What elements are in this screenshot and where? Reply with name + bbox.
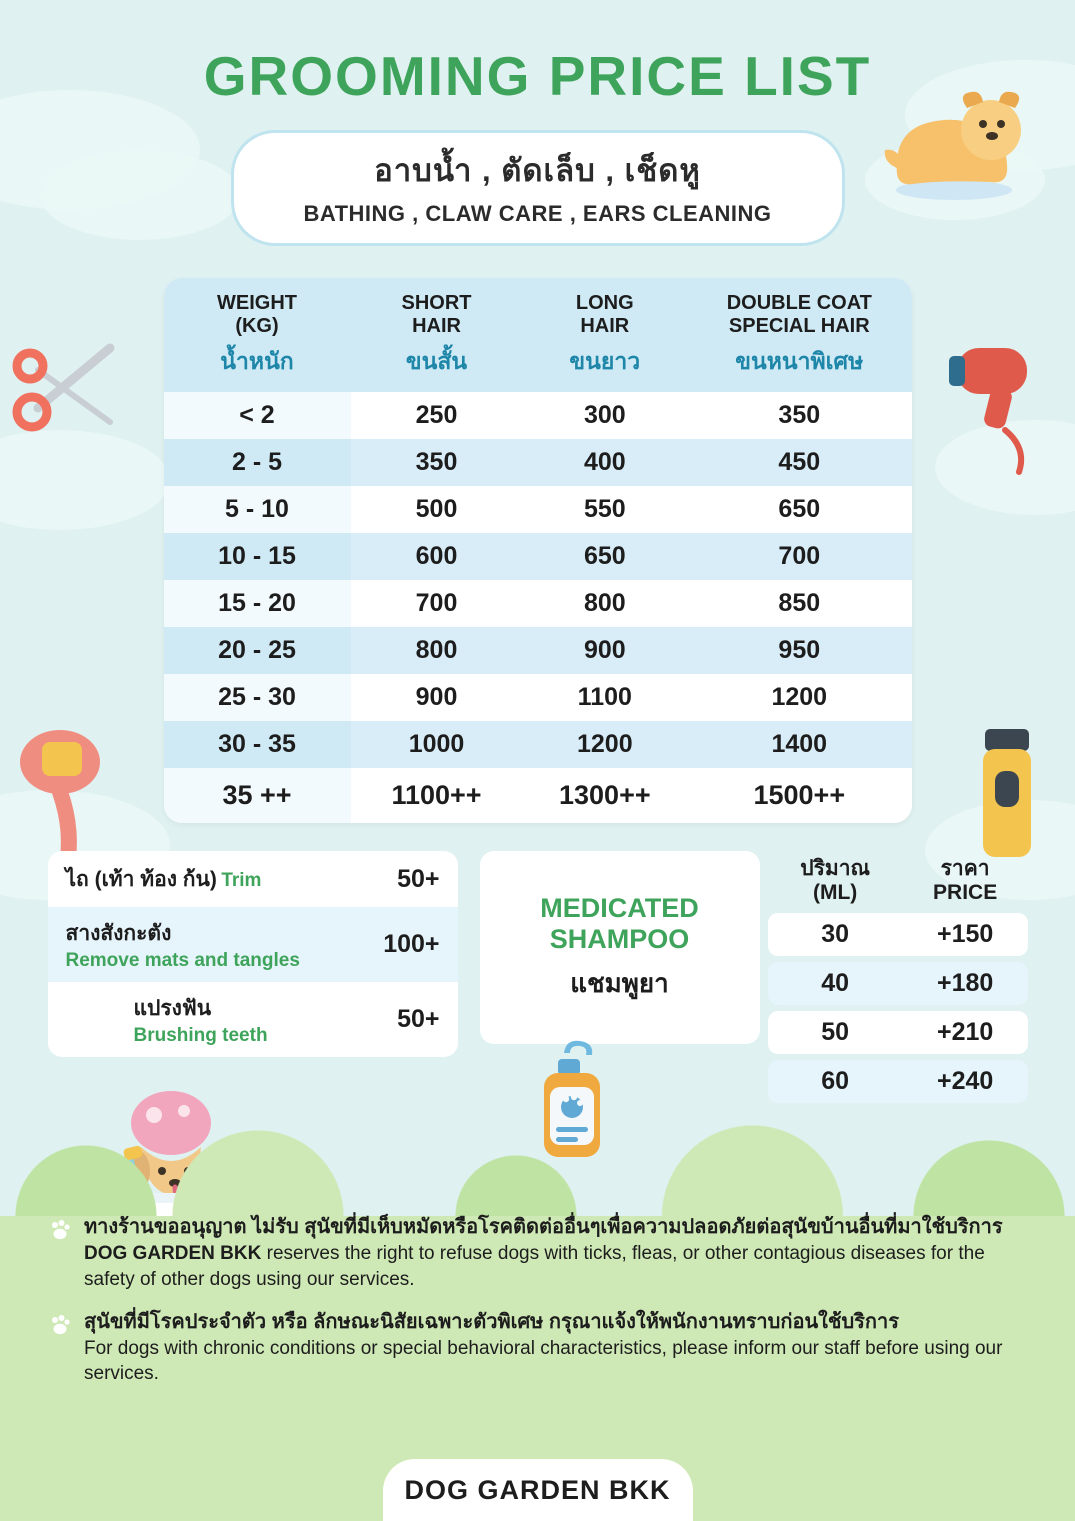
paw-icon	[48, 1218, 72, 1242]
shampoo-title-card	[480, 851, 760, 1044]
cell-short: 900	[415, 683, 458, 711]
table-row	[164, 768, 912, 823]
addon-row-trim	[48, 851, 458, 907]
cell-double: 1200	[771, 683, 828, 711]
cloud-decoration	[0, 430, 170, 530]
cell-long: 400	[523, 439, 688, 486]
cell-price: +180	[903, 962, 1028, 1005]
column-header-short-hair: SHORT HAIR ขนสั้น	[351, 278, 523, 392]
cell-short: 1000	[351, 721, 523, 768]
cell-price: +210	[903, 1011, 1028, 1054]
table-row	[164, 392, 912, 439]
price-table	[164, 278, 912, 823]
cell-weight: 35 ++	[164, 768, 351, 823]
cell-weight: 2 - 5	[164, 439, 351, 486]
table-row	[164, 627, 912, 674]
cell-short: 800	[351, 627, 523, 674]
cell-volume: 60	[768, 1060, 903, 1103]
cell-long: 1100	[577, 683, 632, 711]
cell-double: 350	[778, 401, 821, 429]
cell-long: 650	[523, 533, 688, 580]
addon-price: 50+	[397, 864, 440, 893]
shampoo-header-row	[768, 857, 1028, 907]
note-thai: ทางร้านขออนุญาต ไม่รับ สุนัขที่มีเห็บหมัดหรือโรคติดต่ออื่นๆเพื่อความปลอดภัยต่อสุนัขบ้านอื่นที่มาใช้บริการ	[84, 1216, 1003, 1239]
cell-double: 700	[687, 533, 911, 580]
table-row	[164, 580, 912, 627]
addon-price: 50+	[397, 1005, 440, 1033]
addon-english: Brushing teeth	[133, 1025, 268, 1046]
addon-thai: ไถ (เท้า ท้อง ก้น)	[65, 867, 217, 891]
page-title: GROOMING PRICE LIST	[203, 45, 872, 107]
cell-price: +150	[903, 913, 1028, 956]
cell-volume: 40	[768, 962, 903, 1005]
shampoo-title-en-line1: MEDICATED	[540, 893, 699, 923]
brand-logo	[383, 1459, 693, 1521]
cell-weight: 25 - 30	[164, 674, 351, 721]
note-brand: DOG GARDEN BKK	[84, 1243, 262, 1265]
column-header-long-hair: LONG HAIR ขนยาว	[523, 278, 688, 392]
shampoo-title-th: แชมพูยา	[570, 968, 669, 999]
addon-english: Remove mats and tangles	[65, 950, 300, 971]
subtitle-banner	[231, 130, 845, 246]
note-english: For dogs with chronic conditions or special behavioral characteristics, please inform our staff before using our services.	[84, 1337, 1003, 1385]
cell-double: 850	[778, 589, 821, 617]
price-table-card	[164, 278, 912, 823]
shampoo-row	[768, 913, 1028, 956]
cell-double: 1400	[687, 721, 911, 768]
cell-double: 1500++	[753, 780, 846, 810]
cell-volume: 30	[768, 913, 903, 956]
note-body	[84, 1309, 1027, 1387]
cell-weight: 5 - 10	[164, 486, 351, 533]
cell-weight: 15 - 20	[164, 580, 351, 627]
cell-volume: 50	[768, 1011, 903, 1054]
cell-weight: 30 - 35	[164, 721, 351, 768]
addon-label	[66, 863, 262, 896]
cell-weight: 20 - 25	[164, 627, 351, 674]
addon-label	[134, 992, 268, 1047]
cloud-decoration	[40, 150, 240, 240]
table-row	[164, 674, 912, 721]
addon-price: 100+	[383, 930, 440, 958]
cell-short: 250	[415, 401, 458, 429]
cell-long: 900	[523, 627, 688, 674]
column-header-weight: WEIGHT (KG) น้ำหนัก	[164, 278, 351, 392]
addon-label	[66, 917, 300, 972]
table-row	[164, 486, 912, 533]
cell-price: +240	[903, 1060, 1028, 1103]
addon-thai: สางสังกะตัง	[65, 922, 172, 945]
shampoo-price-table	[768, 851, 1028, 1109]
cell-weight: < 2	[164, 392, 351, 439]
addon-thai: แปรงฟัน	[133, 997, 212, 1020]
cell-short: 700	[415, 589, 458, 617]
subtitle-english: BATHING , CLAW CARE , EARS CLEANING	[303, 201, 772, 226]
note-body	[84, 1214, 1027, 1292]
table-row	[164, 439, 912, 486]
note-english	[84, 1241, 1027, 1292]
cell-short: 600	[351, 533, 523, 580]
table-row	[164, 721, 912, 768]
cell-short: 1100++	[391, 780, 482, 810]
table-header-row	[164, 278, 912, 392]
shampoo-row	[768, 962, 1028, 1005]
shampoo-row	[768, 1011, 1028, 1054]
cell-long: 1200	[523, 721, 688, 768]
cell-long: 300	[583, 401, 626, 429]
shampoo-title-en-line2: SHAMPOO	[549, 924, 690, 955]
addon-english: Trim	[221, 869, 262, 891]
note-english-rest: reserves the right to refuse dogs with ticks, fleas, or other contagious diseases for the safety of other dogs using our services.	[84, 1243, 985, 1291]
column-header-volume: ปริมาณ (ML)	[800, 857, 870, 905]
brand-logo-text: DOG GARDEN BKK	[404, 1474, 671, 1505]
cell-long: 1300++	[559, 780, 651, 810]
grass-hills-decoration	[0, 1096, 1075, 1216]
note-thai: สุนัขที่มีโรคประจำตัว หรือ ลักษณะนิสัยเฉพาะตัวพิเศษ กรุณาแจ้งให้พนักงานทราบก่อนใช้บริการ	[84, 1310, 900, 1333]
cell-double: 950	[687, 627, 911, 674]
column-header-price: ราคา PRICE	[933, 857, 998, 905]
paw-icon	[48, 1313, 72, 1337]
subtitle-thai: อาบน้ำ , ตัดเล็บ , เช็ดหู	[374, 153, 701, 188]
column-header-double-coat: DOUBLE COAT SPECIAL HAIR ขนหนาพิเศษ	[687, 278, 911, 392]
cell-double: 650	[778, 495, 821, 523]
cell-short: 350	[351, 439, 523, 486]
addon-row-mats	[48, 907, 458, 982]
addons-card	[48, 851, 458, 1057]
scissors-icon	[10, 330, 130, 440]
notes-section	[48, 1214, 1027, 1403]
cell-long: 550	[583, 495, 626, 523]
cell-double: 450	[687, 439, 911, 486]
hairdryer-icon	[943, 330, 1063, 480]
note-item	[48, 1309, 1027, 1387]
cell-short: 500	[415, 495, 458, 523]
addon-row-teeth	[48, 982, 458, 1057]
cell-long: 800	[583, 589, 626, 617]
table-row	[164, 533, 912, 580]
note-item	[48, 1214, 1027, 1292]
cell-weight: 10 - 15	[164, 533, 351, 580]
shampoo-price-table-wrap	[768, 851, 1028, 1109]
